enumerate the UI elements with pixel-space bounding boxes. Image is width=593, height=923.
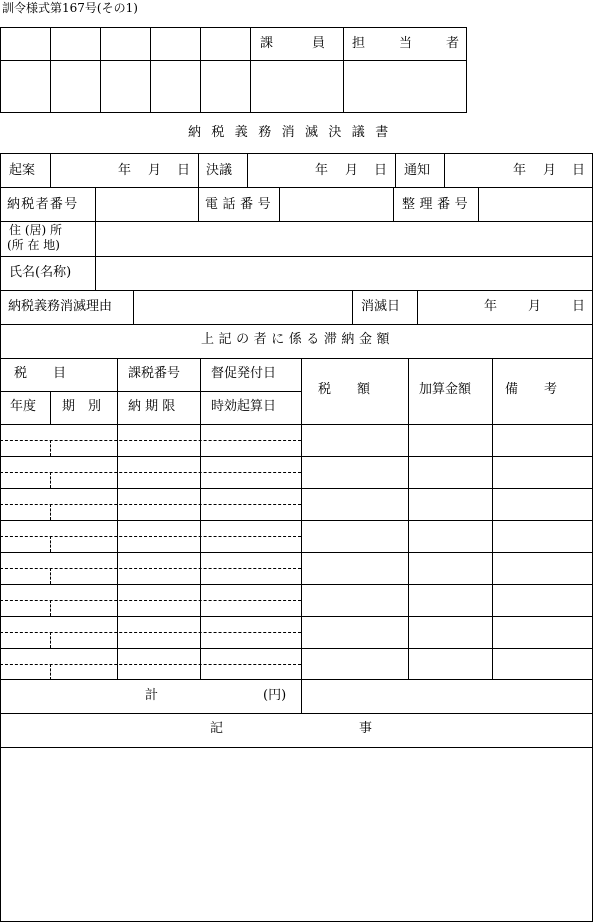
delinquent-rows: [0, 424, 593, 679]
col-tax-item: 税 目: [14, 366, 67, 381]
address-label-line1: 住 (居) 所: [9, 223, 62, 237]
address-label-line2: (所 在 地): [7, 238, 60, 252]
table-row[interactable]: [0, 520, 593, 552]
col-tax-amount: 税 額: [318, 382, 371, 397]
notes-area[interactable]: [1, 748, 592, 921]
draft-day: 日: [177, 163, 191, 178]
name-label: 氏名(名称): [9, 265, 72, 280]
reference-number-label: 整理番号: [402, 197, 473, 212]
extinction-reason-label: 納税義務消滅理由: [8, 299, 113, 314]
notice-month: 月: [543, 163, 557, 178]
extinction-month: 月: [528, 299, 542, 314]
col-due-date: 納 期 限: [128, 399, 176, 414]
person-in-charge-label-1: 担: [352, 36, 366, 51]
total-label: 計: [145, 688, 159, 703]
col-demand-date: 督促発付日: [211, 366, 277, 381]
table-row[interactable]: [0, 616, 593, 648]
document-title: 納税義務消滅決議書: [188, 125, 399, 140]
draft-month: 月: [148, 163, 162, 178]
notes-heading-right: 事: [359, 721, 373, 736]
main-form: [0, 153, 593, 922]
col-prescription-date: 時効起算日: [211, 399, 277, 414]
col-tax-number: 課税番号: [128, 366, 181, 381]
col-remarks: 備 考: [505, 382, 558, 397]
draft-year: 年: [118, 163, 132, 178]
person-in-charge-label-2: 当: [399, 36, 413, 51]
phone-number-label: 電話番号: [205, 197, 276, 212]
decision-month: 月: [345, 163, 359, 178]
extinction-year: 年: [484, 299, 498, 314]
section-staff-label: 課 員: [260, 36, 326, 51]
col-fiscal-year: 年度: [10, 399, 37, 414]
table-row[interactable]: [0, 424, 593, 456]
table-row[interactable]: [0, 552, 593, 584]
form-number: 訓令様式第167号(その1): [2, 1, 138, 15]
total-unit: (円): [263, 688, 287, 703]
notice-date-label: 通知: [404, 163, 431, 178]
draft-date-label: 起案: [9, 163, 36, 178]
notes-heading-left: 記: [210, 721, 224, 736]
decision-date-label: 決議: [206, 163, 233, 178]
extinction-date-label: 消滅日: [361, 299, 401, 314]
decision-year: 年: [315, 163, 329, 178]
person-in-charge-label-3: 者: [446, 36, 460, 51]
delinquent-section-heading: 上記の者に係る滞納金額: [201, 332, 395, 347]
table-row[interactable]: [0, 584, 593, 616]
table-row[interactable]: [0, 456, 593, 488]
col-period: 期 別: [62, 399, 102, 414]
extinction-day: 日: [572, 299, 586, 314]
table-row[interactable]: [0, 488, 593, 520]
decision-day: 日: [374, 163, 388, 178]
approval-box: [0, 27, 467, 113]
notice-year: 年: [513, 163, 527, 178]
taxpayer-number-label: 納税者番号: [7, 197, 79, 212]
notice-day: 日: [572, 163, 586, 178]
table-row[interactable]: [0, 648, 593, 680]
col-additional-amount: 加算金額: [419, 382, 472, 397]
